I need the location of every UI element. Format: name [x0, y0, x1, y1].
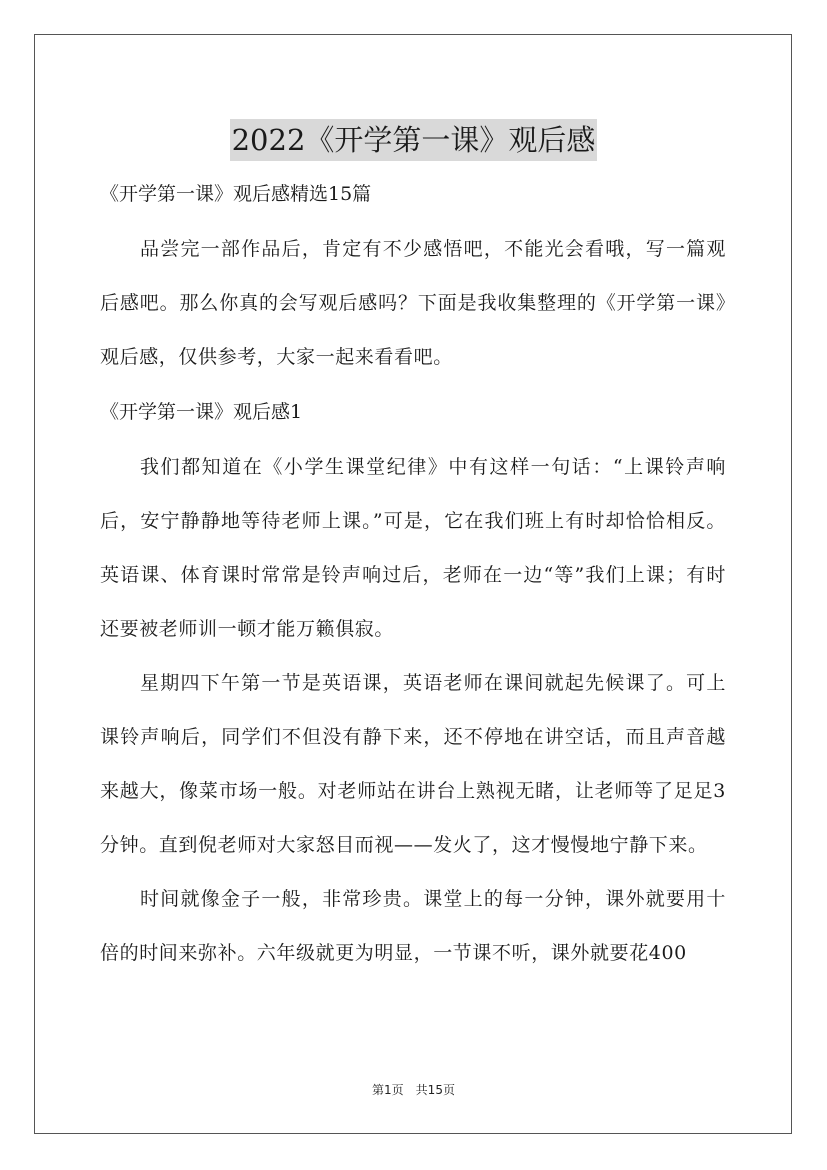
subtitle: 《开学第一课》观后感精选15篇	[100, 183, 372, 205]
paragraph-2: 星期四下午第一节是英语课，英语老师在课间就起先候课了。可上课铃声响后，同学们不但没有静下来，还不停地在讲空话，而且声音越来越大，像菜市场一般。对老师站在讲台上熟视无睹，让老师等了足足3分钟。直到倪老师对大家怒目而视——发火了，这才慢慢地宁静下来。	[100, 672, 726, 856]
paragraph-3: 时间就像金子一般，非常珍贵。课堂上的每一分钟，课外就要用十倍的时间来弥补。六年级就更为明显，一节课不听，课外就要花400	[100, 888, 726, 964]
document-title: 2022《开学第一课》观后感	[230, 119, 598, 161]
intro-paragraph: 品尝完一部作品后，肯定有不少感悟吧，不能光会看哦，写一篇观后感吧。那么你真的会写观后感吗？下面是我收集整理的《开学第一课》观后感，仅供参考，大家一起来看看吧。	[100, 238, 726, 368]
document-body	[100, 166, 726, 980]
section-heading: 《开学第一课》观后感1	[100, 401, 303, 423]
paragraph-1: 我们都知道在《小学生课堂纪律》中有这样一句话：“上课铃声响后，安宁静静地等待老师上课。”可是，它在我们班上有时却恰恰相反。英语课、体育课时常常是铃声响过后，老师在一边“等”我们上课；有时还要被老师训一顿才能万籁俱寂。	[100, 456, 726, 640]
page-footer: 第1页 共15页	[372, 1083, 455, 1097]
